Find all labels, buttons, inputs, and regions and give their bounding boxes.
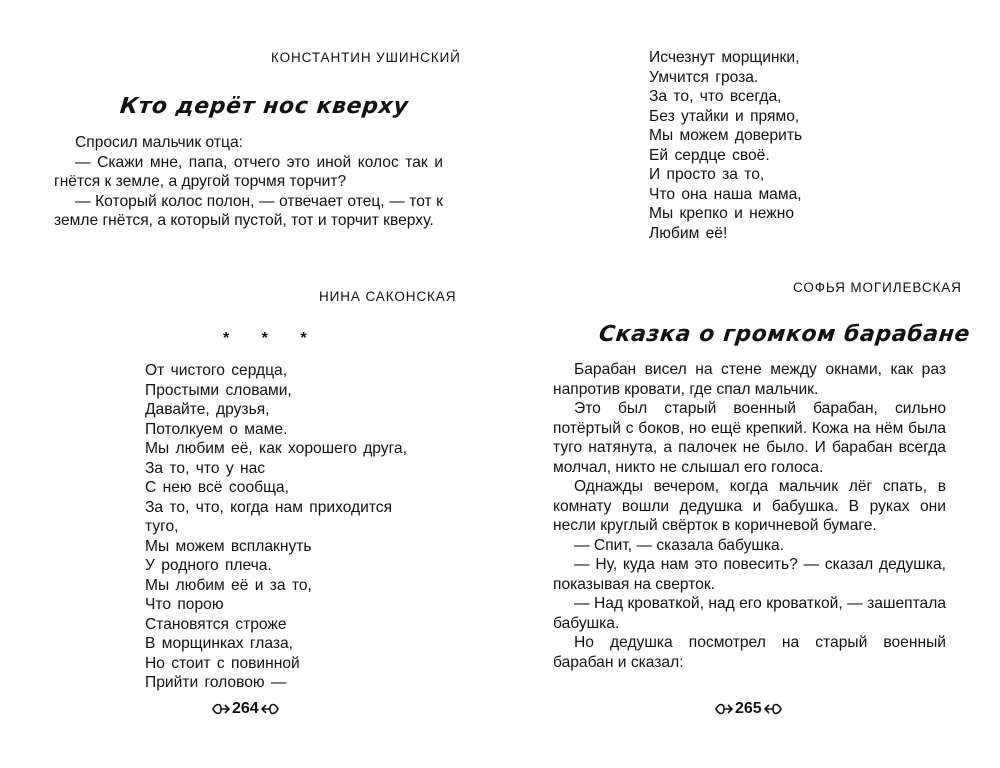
- poem-line: Давайте, друзья,: [145, 401, 270, 418]
- ornament-right-icon: [261, 702, 279, 716]
- ornament-left-icon: [715, 702, 733, 716]
- poem-line: За то, что у нас: [145, 459, 266, 477]
- paragraph: — Над кроваткой, над его кроваткой, — зашептала бабушка.: [553, 595, 946, 632]
- poem-line: С нею всё сообща,: [145, 479, 289, 496]
- poem-line: Мы любим её и за то,: [145, 576, 312, 594]
- story-text: [553, 360, 946, 672]
- poem-line: Без утайки и прямо,: [649, 107, 800, 125]
- author-name: НИНА САКОНСКАЯ: [319, 289, 457, 304]
- poem-line: За то, что всегда,: [649, 88, 782, 105]
- paragraph: Но дедушка посмотрел на старый военный барабан и сказал:: [553, 634, 946, 671]
- poem-line: Мы крепко и нежно: [649, 205, 795, 222]
- poem-line: Становятся строже: [145, 615, 287, 633]
- right-page: [500, 0, 1000, 768]
- paragraph: — Ну, куда нам это повесить? — сказал дедушка, показывая на сверток.: [553, 556, 946, 593]
- poem-line: Но стоит с повинной: [145, 654, 300, 672]
- poem-line: Что порою: [145, 596, 224, 613]
- page-number-text: 264: [232, 700, 259, 717]
- poem-line: Исчезнут морщинки,: [649, 49, 800, 66]
- poem-line: За то, что, когда нам приходится: [145, 498, 393, 516]
- paragraph: Это был старый военный барабан, сильно потёртый с боков, но ещё крепкий. Кожа на нём была туго натянута, а палочек не было. И барабан всегда молчал, никто не слышал его голоса.: [553, 400, 946, 476]
- poem-continuation: [649, 48, 802, 243]
- author-name: КОНСТАНТИН УШИНСКИЙ: [271, 50, 461, 65]
- poem-line: Мы можем всплакнуть: [145, 537, 312, 555]
- paragraph: Барабан висел на стене между окнами, как раз напротив кровати, где спал мальчик.: [553, 361, 946, 398]
- poem-line: От чистого сердца,: [145, 362, 288, 379]
- author-name: СОФЬЯ МОГИЛЕВСКАЯ: [793, 280, 962, 295]
- poem-line: Что она наша мама,: [649, 185, 802, 203]
- poem-line: Потолкуем о маме.: [145, 420, 288, 438]
- paragraph: Однажды вечером, когда мальчик лёг спать, в комнату вошли дедушка и бабушка. В руках они несли круглый свёрток в коричневой бумаге.: [553, 478, 946, 534]
- poem: [145, 361, 407, 693]
- story-title: Кто дерёт нос кверху: [118, 94, 410, 119]
- poem-line: Любим её!: [649, 224, 728, 242]
- poem-line: Мы можем доверить: [649, 127, 803, 144]
- page-number-text: 265: [735, 700, 762, 717]
- story-text: [54, 133, 443, 231]
- ornament-right-icon: [764, 702, 782, 716]
- page-number: [212, 700, 279, 718]
- poem-line: И просто за то,: [649, 166, 765, 183]
- poem-line: В морщинках глаза,: [145, 635, 294, 652]
- poem-line: У родного плеча.: [145, 557, 272, 574]
- paragraph: — Скажи мне, папа, отчего это иной колос так и гнётся к земле, а другой торчмя торчит?: [54, 153, 443, 190]
- poem-line: туго,: [145, 518, 179, 535]
- paragraph: — Спит, — сказала бабушка.: [574, 536, 785, 554]
- ornament-left-icon: [212, 702, 230, 716]
- page-number: [715, 700, 782, 718]
- paragraph: Спросил мальчик отца:: [75, 134, 243, 151]
- paragraph: — Который колос полон, — отвечает отец, — тот к земле гнётся, а который пустой, тот и торчит кверху.: [54, 192, 443, 229]
- poem-line: Ей сердце своё.: [649, 146, 770, 164]
- poem-line: Мы любим её, как хорошего друга,: [145, 440, 407, 457]
- poem-line: Простыми словами,: [145, 381, 292, 399]
- poem-line: Умчится гроза.: [649, 68, 759, 86]
- poem-line: Прийти головою —: [145, 674, 287, 691]
- story-title: Сказка о громком барабане: [597, 322, 972, 347]
- asterism: * * *: [223, 330, 321, 347]
